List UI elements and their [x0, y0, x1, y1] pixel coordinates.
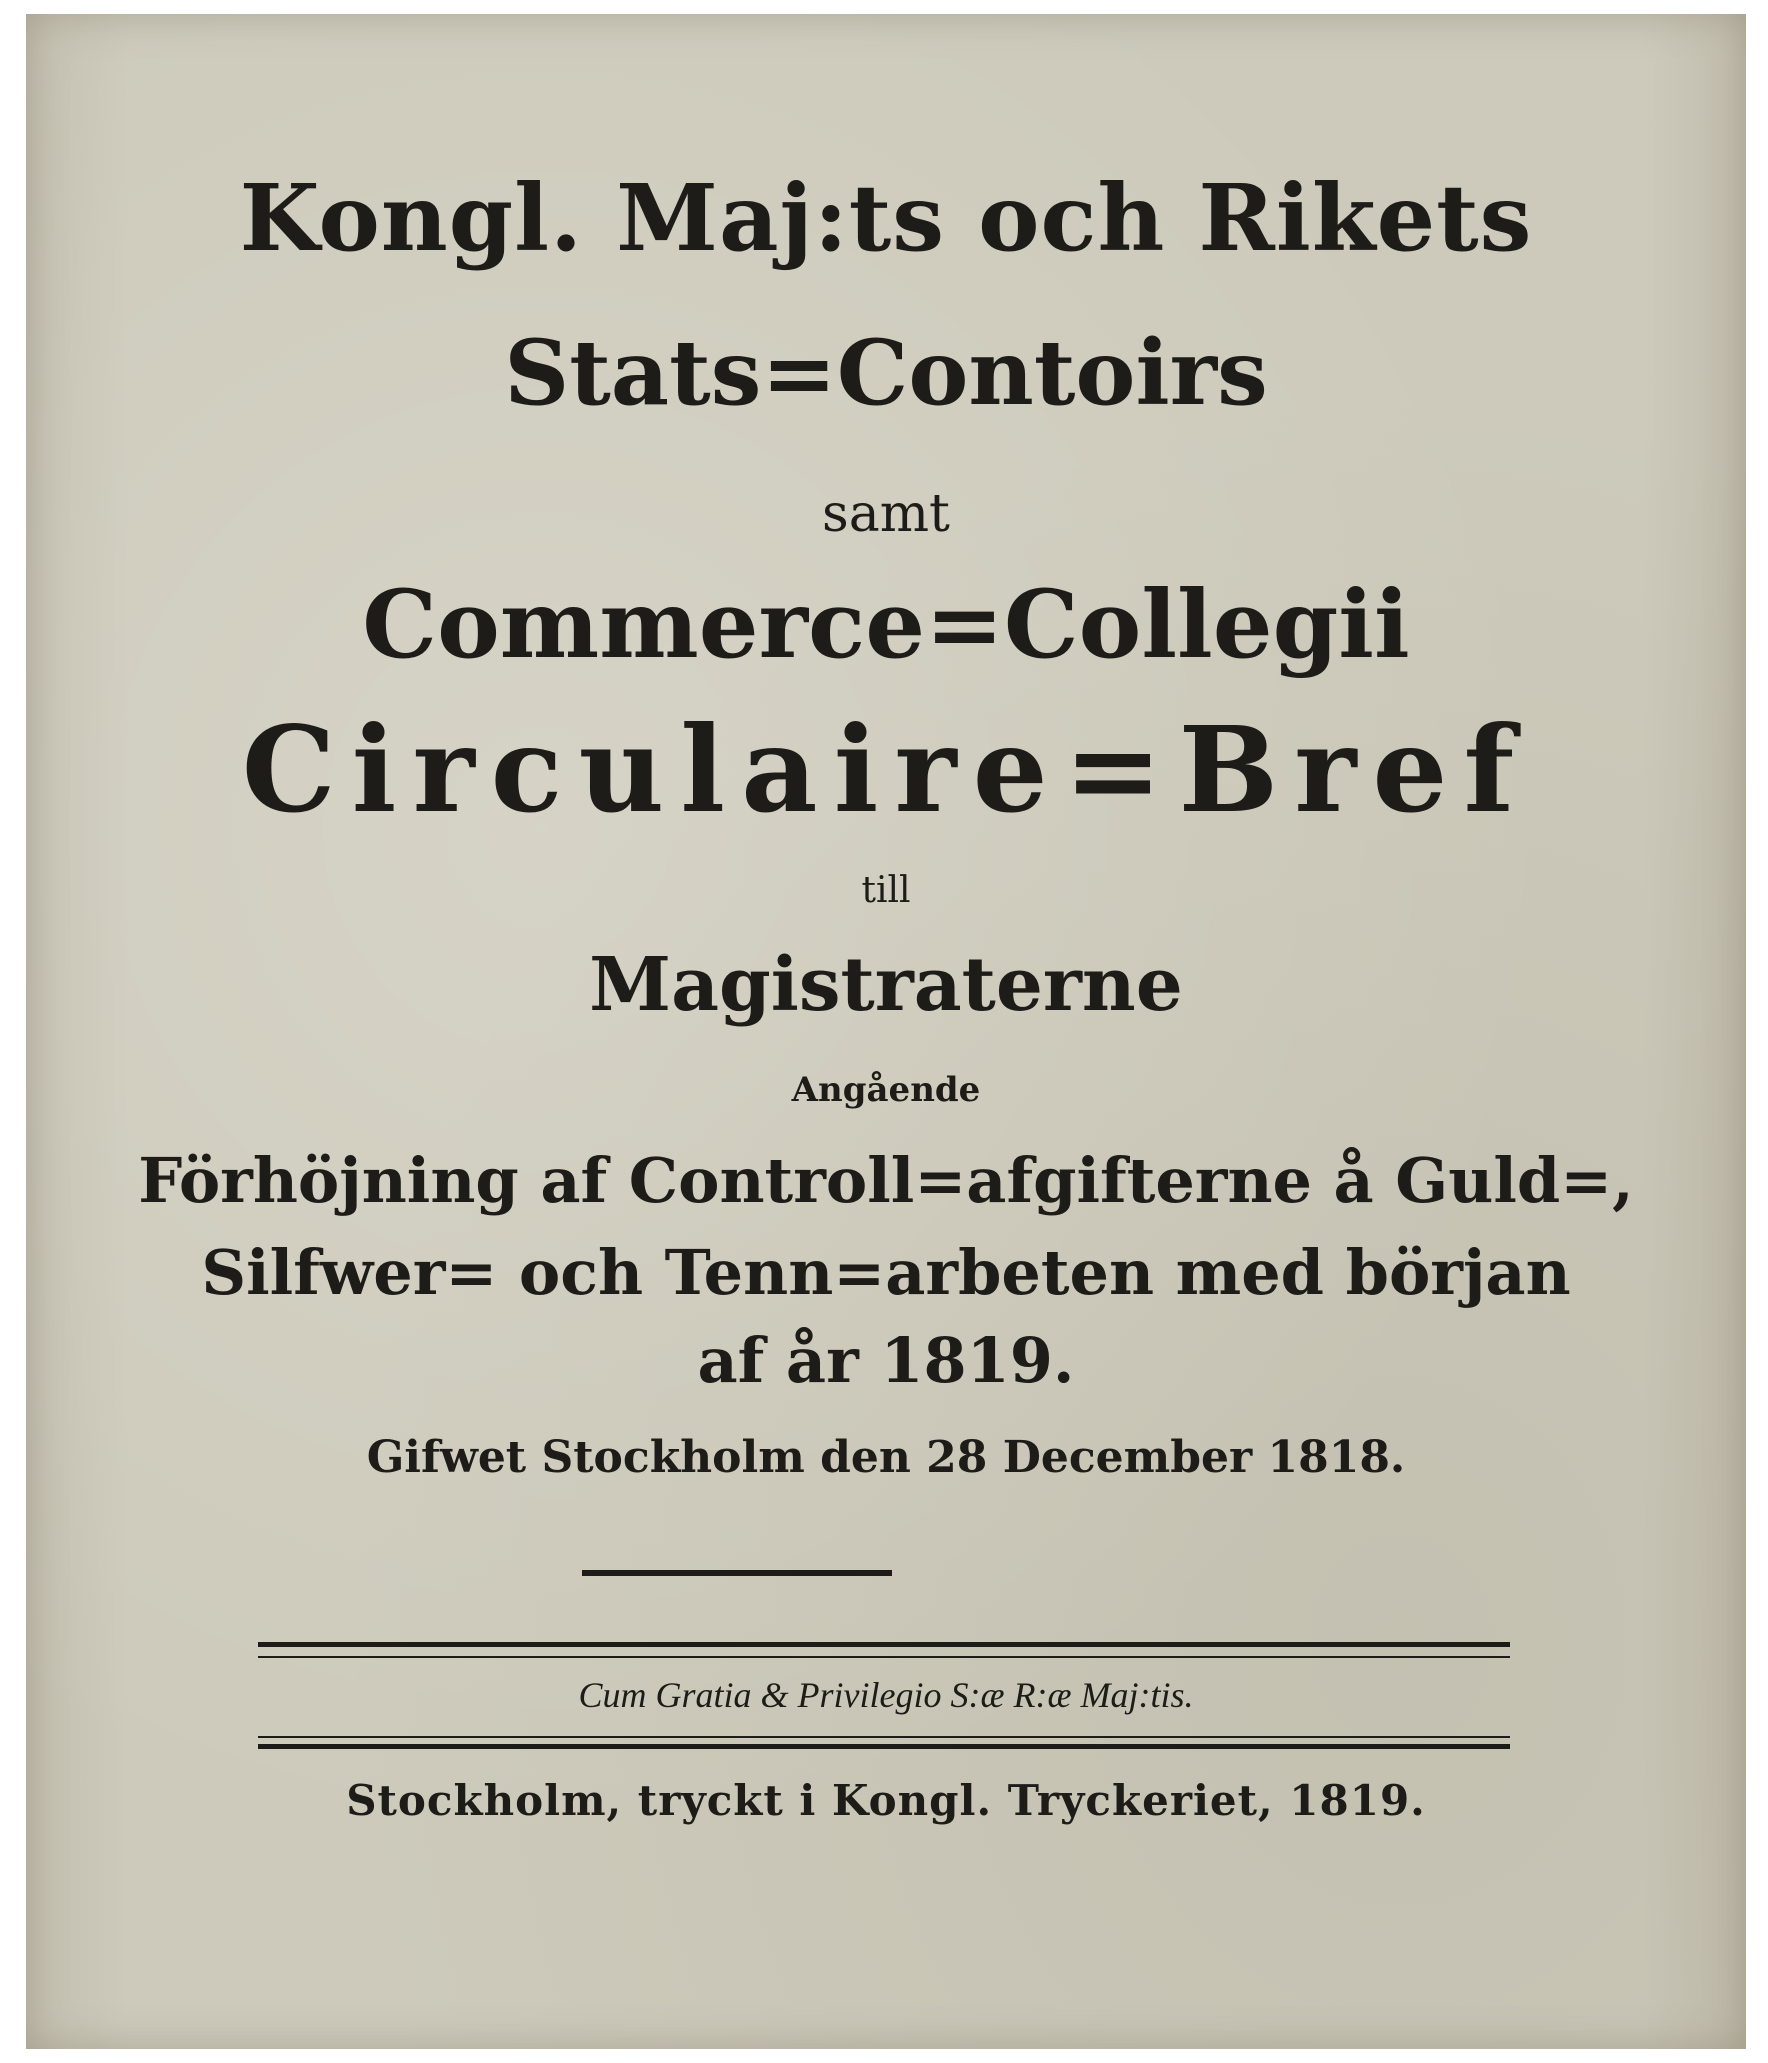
privilege-line: Cum Gratia & Privilegio S:æ R:æ Maj:tis.	[578, 1675, 1194, 1715]
title-line-5: Circulaire=Bref	[241, 700, 1531, 839]
title-line-6: till	[861, 870, 911, 911]
imprint-line: Stockholm, tryckt i Kongl. Tryckeriet, 1819.	[346, 1776, 1426, 1825]
short-divider	[582, 1570, 892, 1576]
title-line-7: Magistraterne	[589, 942, 1183, 1028]
title-line-4: Commerce=Collegii	[362, 570, 1410, 680]
date-line: Gifwet Stockholm den 28 December 1818.	[366, 1432, 1406, 1483]
subject-line-2: Silfwer= och Tenn=arbeten med början	[201, 1236, 1571, 1309]
subject-intro: Angående	[791, 1070, 981, 1110]
divider-top-thin	[258, 1656, 1510, 1658]
title-line-1: Kongl. Maj:ts och Rikets	[239, 164, 1533, 272]
divider-top	[258, 1642, 1510, 1647]
title-line-3: samt	[822, 484, 950, 544]
document-page	[26, 14, 1746, 2049]
divider-bottom	[258, 1744, 1510, 1749]
title-line-2: Stats=Contoirs	[504, 320, 1268, 426]
subject-line-1: Förhöjning af Controll=afgifterne å Guld=,	[138, 1144, 1634, 1217]
subject-line-3: af år 1819.	[697, 1324, 1075, 1397]
divider-bottom-thin	[258, 1736, 1510, 1738]
